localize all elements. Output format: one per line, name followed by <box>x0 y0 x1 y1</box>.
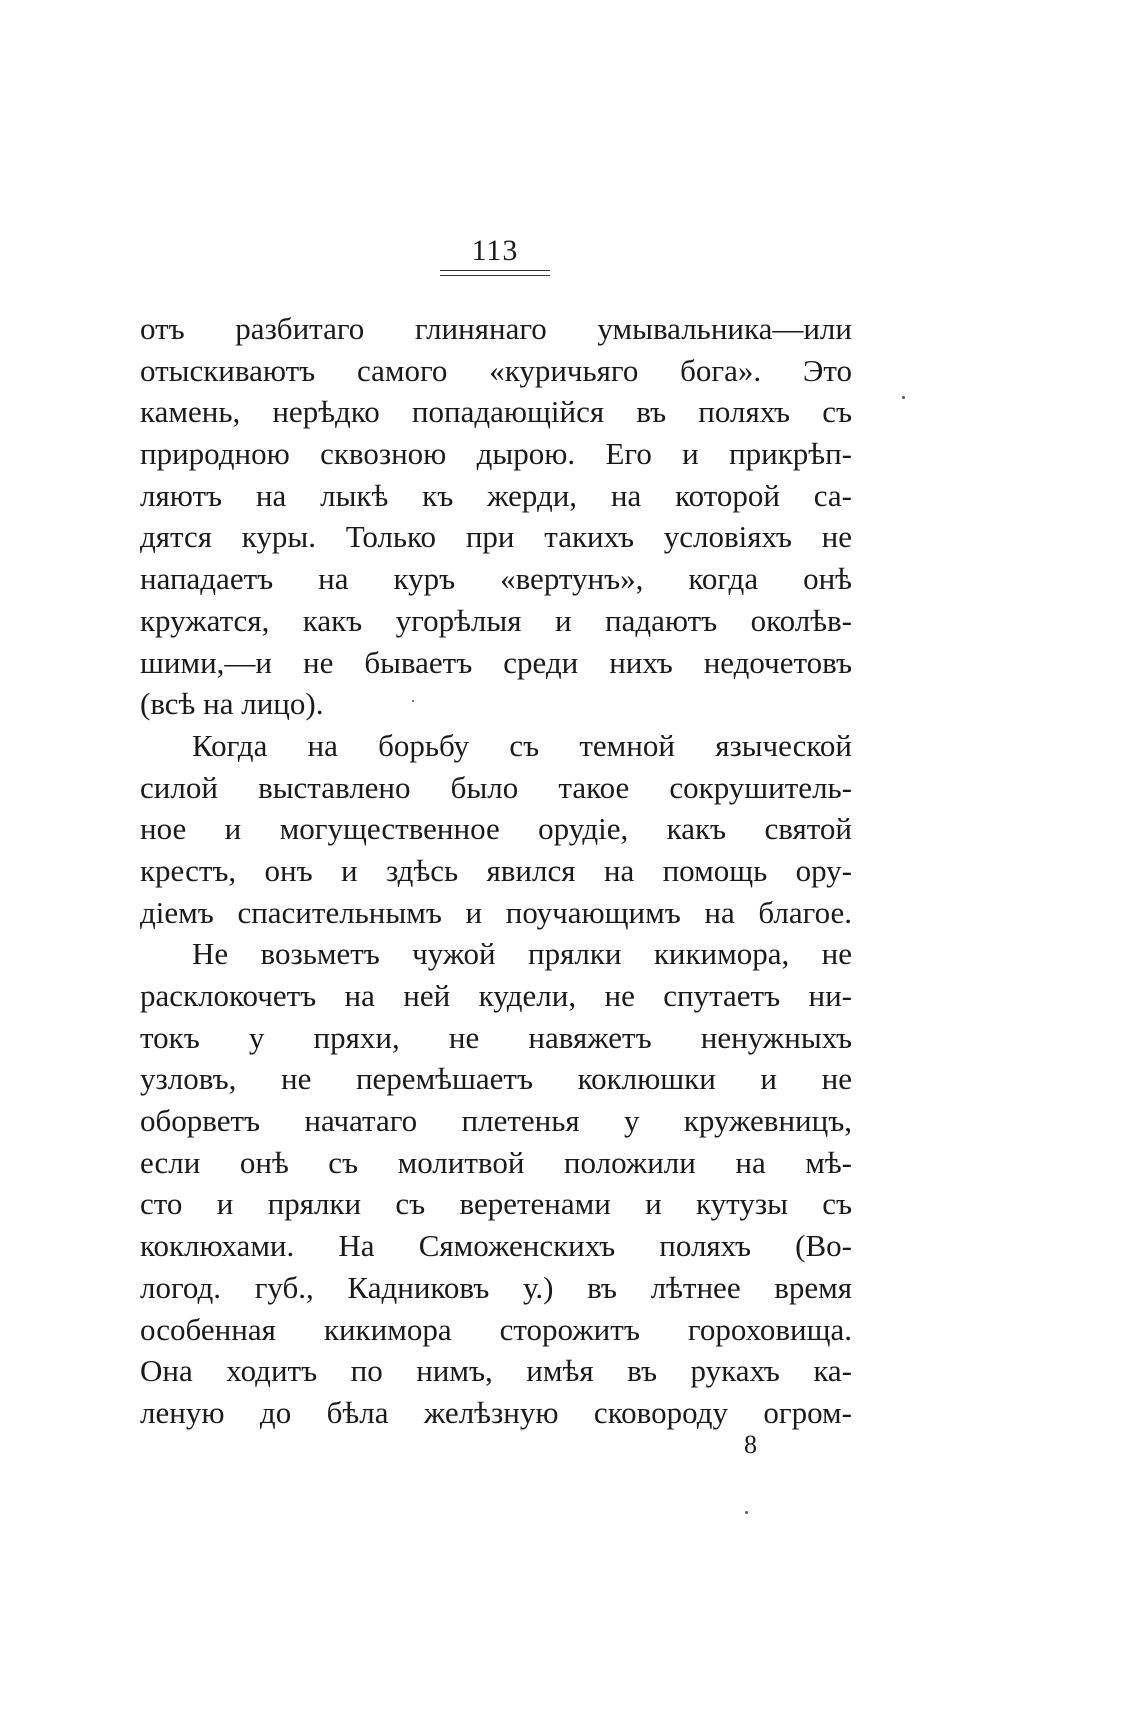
text-line: кружатся, какъ угорѣлыя и падаютъ околѣв- <box>140 602 852 638</box>
text-line: (всѣ на лицо). <box>140 686 324 722</box>
text-line: токъ у пряхи, не навяжетъ ненужныхъ <box>140 1019 852 1055</box>
text-line: особенная кикимора сторожитъ гороховища. <box>140 1311 852 1347</box>
text-line: Когда на борьбу съ темной языческой <box>192 727 852 763</box>
signature-mark: 8 <box>744 1430 757 1459</box>
text-line: расклокочетъ на ней кудели, не спутаетъ ни- <box>140 978 852 1013</box>
body-text <box>140 308 852 1434</box>
text-line: ляютъ на лыкѣ къ жерди, на которой са- <box>140 477 852 513</box>
text-line: ное и могущественное орудіе, какъ святой <box>140 811 852 847</box>
text-line: логод. губ., Кадниковъ у.) въ лѣтнее время <box>140 1269 852 1305</box>
text-line: камень, нерѣдко попадающійся въ поляхъ съ <box>140 394 852 430</box>
header-rule <box>440 270 550 271</box>
paper-speck <box>412 700 414 702</box>
text-line: леную до бѣла желѣзную сковороду огром- <box>140 1394 852 1430</box>
paper-speck <box>745 1511 748 1514</box>
page-number: 113 <box>471 234 519 267</box>
text-line: нападаетъ на куръ «вертунъ», когда онѣ <box>140 561 852 597</box>
text-line: силой выставлено было такое сокрушитель- <box>140 769 852 805</box>
text-line: оборветъ начатаго плетенья у кружевницъ, <box>140 1103 852 1139</box>
text-line: отъ разбитаго глинянаго умывальника—или <box>140 311 852 346</box>
text-line: шими,—и не бываетъ среди нихъ недочетовъ <box>140 644 852 680</box>
text-line: крестъ, онъ и здѣсь явился на помощь ору- <box>140 852 852 888</box>
text-line: діемъ спасительнымъ и поучающимъ на благое. <box>140 894 852 930</box>
header-rule-second <box>440 275 550 276</box>
text-line: Не возьметъ чужой прялки кикимора, не <box>192 936 852 972</box>
text-line: отыскиваютъ самого «куричьяго бога». Это <box>140 352 852 388</box>
text-line: природною сквозною дырою. Его и прикрѣп- <box>140 436 852 472</box>
paper-speck <box>902 396 905 399</box>
text-line: Она ходитъ по нимъ, имѣя въ рукахъ ка- <box>140 1353 852 1389</box>
text-line: сто и прялки съ веретенами и кутузы съ <box>140 1186 852 1222</box>
text-line: коклюхами. На Сяможенскихъ поляхъ (Во- <box>140 1228 852 1264</box>
text-line: дятся куры. Только при такихъ условіяхъ не <box>140 519 852 555</box>
text-line: если онѣ съ молитвой положили на мѣ- <box>140 1144 852 1180</box>
text-line: узловъ, не перемѣшаетъ коклюшки и не <box>140 1061 852 1097</box>
